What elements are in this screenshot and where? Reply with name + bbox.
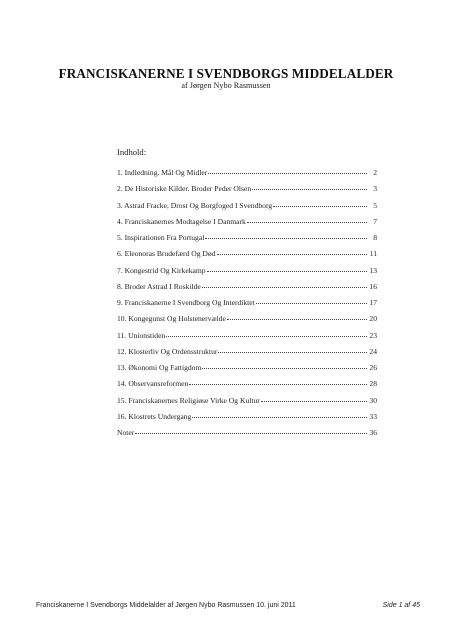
toc-entry-page: 13 xyxy=(369,265,377,275)
toc-entry[interactable] xyxy=(117,331,377,347)
toc-leader-dots xyxy=(202,287,367,288)
toc-entry-title: 6. Eleonoras Brudefærd Og Død xyxy=(117,249,216,259)
toc-heading: Indhold: xyxy=(117,147,147,157)
toc-leader-dots xyxy=(217,254,368,255)
toc-entry-page: 26 xyxy=(369,363,377,372)
toc-entry[interactable] xyxy=(117,428,377,444)
document-title: FRANCISKANERNE I SVENDBORGS MIDDELALDER xyxy=(58,66,394,81)
toc-entry[interactable] xyxy=(117,233,377,249)
toc-leader-dots xyxy=(227,319,367,320)
toc-entry[interactable] xyxy=(117,412,377,428)
toc-entry-title: 1. Indledning. Mål Og Midler xyxy=(117,168,208,177)
footer-document-info: Franciskanerne I Svendborgs Middelalder af Jørgen Nybo Rasmussen 10. juni 2011 xyxy=(36,602,296,609)
toc-entry[interactable] xyxy=(117,168,377,184)
toc-leader-dots xyxy=(273,206,367,207)
toc-entry-title: Noter xyxy=(117,428,135,437)
toc-entry-title: 11. Unionstiden xyxy=(117,330,166,340)
toc-entry-page: 28 xyxy=(369,379,377,389)
toc-entry-title: 16. Klostrets Undergang xyxy=(117,411,192,421)
toc-entry-title: 7. Kongestrid Og Kirkekamp xyxy=(117,265,206,275)
toc-entry-title: 15. Franciskanernes Religiøse Virke Og Kultur xyxy=(117,395,260,405)
toc-leader-dots xyxy=(202,368,367,369)
toc-entry[interactable] xyxy=(117,217,377,233)
toc-entry-title: 5. Inspirationen Fra Portugal xyxy=(117,233,205,242)
toc-entry[interactable] xyxy=(117,298,377,314)
toc-entry-page: 33 xyxy=(369,411,377,421)
toc-leader-dots xyxy=(166,336,367,337)
toc-entry[interactable] xyxy=(117,314,377,330)
toc-leader-dots xyxy=(252,189,367,190)
toc-entry[interactable] xyxy=(117,379,377,395)
toc-entry-title: 9. Franciskanerne I Svendborg Og Interdiktet xyxy=(117,298,255,307)
toc-entry-title: 4. Franciskanernes Modtagelse I Danmark xyxy=(117,216,246,226)
toc-entry-page: 2 xyxy=(373,168,377,177)
toc-entry-page: 17 xyxy=(369,298,377,307)
toc-entry-page: 8 xyxy=(373,233,377,242)
toc-entry-page: 20 xyxy=(369,314,377,324)
toc-leader-dots xyxy=(256,303,367,304)
toc-leader-dots xyxy=(189,384,367,385)
toc-entry[interactable] xyxy=(117,266,377,282)
toc-entry[interactable] xyxy=(117,396,377,412)
toc-entry-title: 10. Kongegunst Og Holstenervælde xyxy=(117,314,226,324)
document-author: af Jørgen Nybo Rasmussen xyxy=(181,81,271,90)
toc-entry-page: 3 xyxy=(373,184,377,194)
toc-entry-title: 2. De Historiske Kilder. Broder Peder Olsen xyxy=(117,184,252,194)
toc-leader-dots xyxy=(205,238,367,239)
toc-entry[interactable] xyxy=(117,184,377,200)
toc-entry-page: 36 xyxy=(369,428,377,437)
toc-entry-page: 23 xyxy=(369,330,377,340)
toc-entry-page: 30 xyxy=(369,395,377,405)
toc-entry[interactable] xyxy=(117,347,377,363)
table-of-contents xyxy=(117,168,377,444)
toc-entry-page: 11 xyxy=(369,249,377,259)
toc-entry[interactable] xyxy=(117,282,377,298)
toc-entry-page: 16 xyxy=(369,281,377,291)
toc-entry-title: 13. Økonomi Og Fattigdom xyxy=(117,363,202,372)
toc-entry-page: 24 xyxy=(369,346,377,356)
toc-entry-title: 3. Astrad Fracke, Drost Og Borgfoged I Svendborg xyxy=(117,200,273,210)
toc-entry-page: 7 xyxy=(373,216,377,226)
footer-page-number: Side 1 af 45 xyxy=(382,602,420,609)
toc-entry[interactable] xyxy=(117,201,377,217)
toc-entry-title: 12. Klosterliv Og Ordensstruktur xyxy=(117,346,218,356)
toc-leader-dots xyxy=(208,173,367,174)
toc-leader-dots xyxy=(261,401,367,402)
page-footer xyxy=(36,602,420,609)
toc-leader-dots xyxy=(247,222,367,223)
toc-entry-title: 8. Broder Astrad I Roskilde xyxy=(117,281,201,291)
toc-leader-dots xyxy=(218,352,367,353)
toc-entry[interactable] xyxy=(117,363,377,379)
toc-leader-dots xyxy=(135,433,367,434)
toc-leader-dots xyxy=(207,271,367,272)
toc-entry-page: 5 xyxy=(373,200,377,210)
toc-leader-dots xyxy=(192,417,367,418)
toc-entry[interactable] xyxy=(117,249,377,265)
toc-entry-title: 14. Observansreformen xyxy=(117,379,189,389)
